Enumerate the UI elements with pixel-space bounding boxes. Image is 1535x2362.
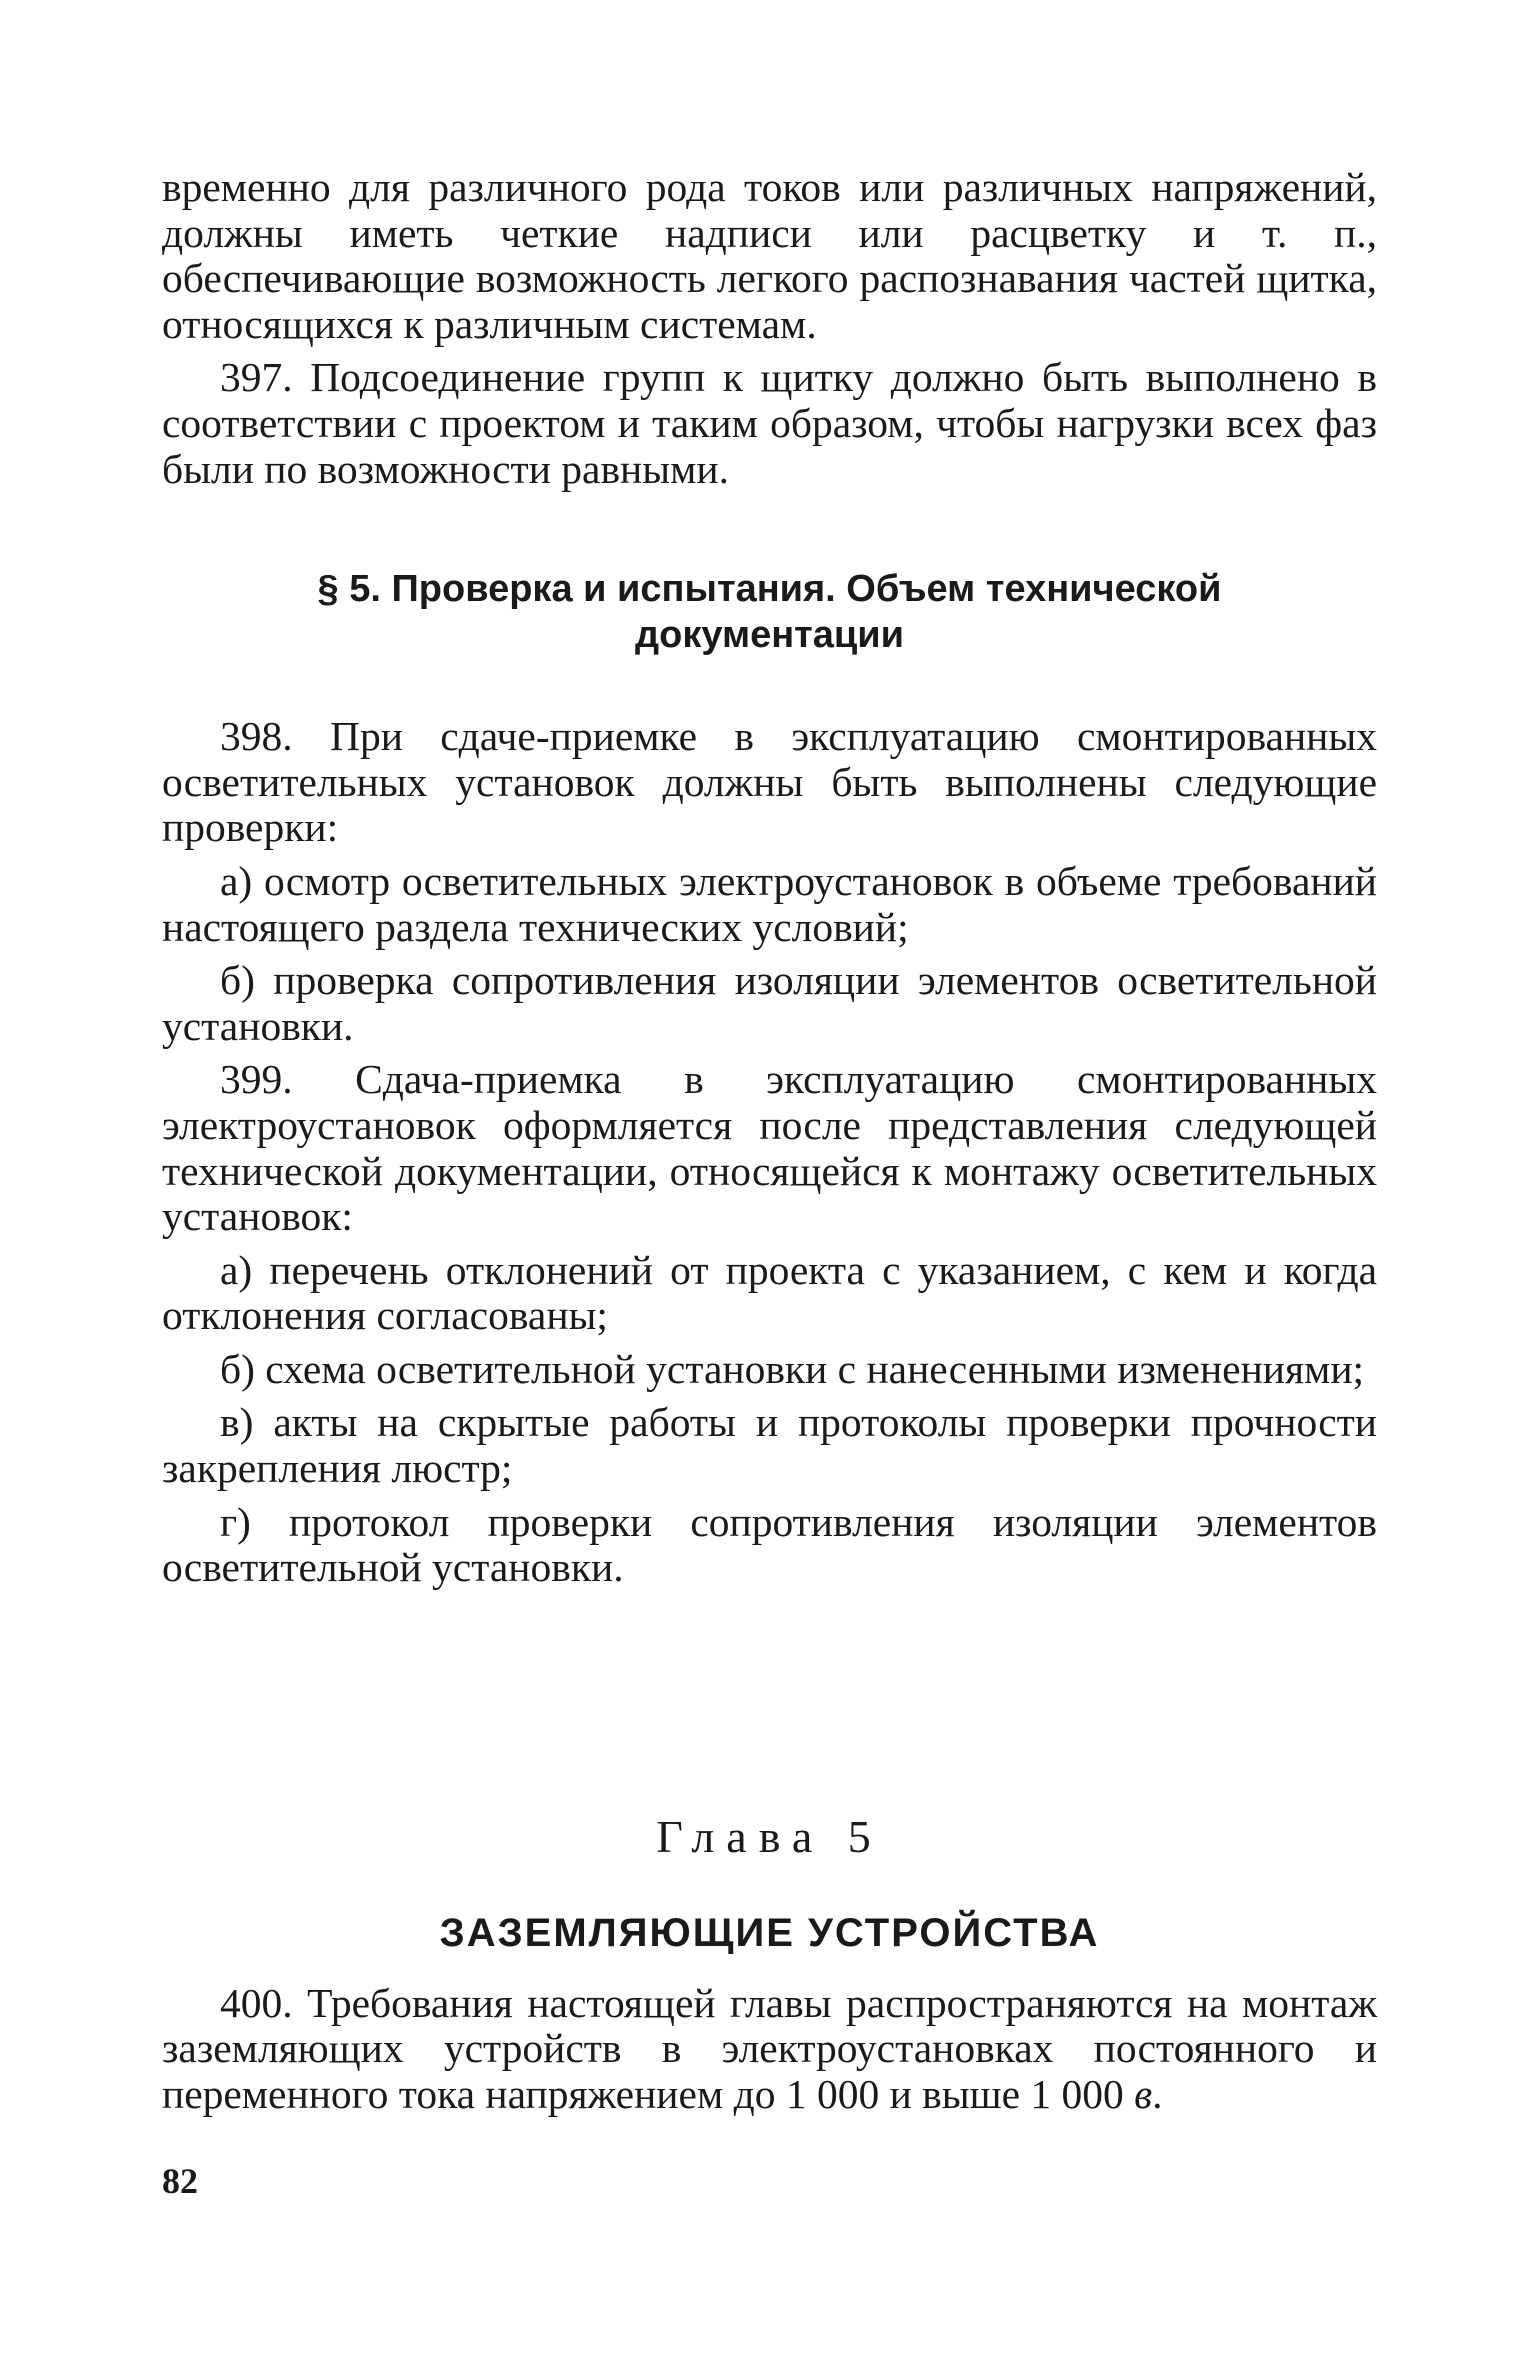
page-number: 82 xyxy=(162,2161,198,2201)
page-body xyxy=(162,165,1377,2118)
paragraph-397: 397. Подсоединение групп к щитку должно быть выполнено в соответствии с проектом и таким образом, чтобы нагрузки всех фаз были по возможности равными. xyxy=(162,354,1377,492)
paragraph-399-c: в) акты на скрытые работы и протоколы проверки прочности закрепления люстр; xyxy=(162,1399,1377,1492)
paragraph-400-end: . xyxy=(1152,2071,1163,2118)
paragraph-399: 399. Сдача-приемка в эксплуатацию смонтированных электроустановок оформляется после представления следующей технической документации, относящейся к монтажу осветительных установок: xyxy=(162,1056,1377,1240)
paragraph-399-b: б) схема осветительной установки с нанесенными изменениями; xyxy=(220,1345,1365,1392)
paragraph-400-text: 400. Требования настоящей главы распространяются на монтаж заземляющих устройств в электроустановках постоянного и переменного тока напряжением до 1 000 и выше 1 000 xyxy=(162,1979,1377,2118)
paragraph-continuation: временно для различного рода токов или различных напряжений, должны иметь четкие надписи или расцветку и т. п., обеспечивающие возможность легкого распознавания частей щитка, относящихся к различным системам. xyxy=(162,164,1377,347)
chapter-label: Глава 5 xyxy=(656,1810,883,1862)
section-heading xyxy=(162,566,1377,658)
chapter-title: ЗАЗЕМЛЯЮЩИЕ УСТРОЙСТВА xyxy=(439,1910,1100,1955)
voltage-unit: в xyxy=(1134,2071,1153,2118)
paragraph-400 xyxy=(162,1981,1377,2118)
paragraph-399-a: а) перечень отклонений от проекта с указанием, с кем и когда отклонения согласованы; xyxy=(162,1246,1377,1339)
paragraph-398-a: а) осмотр осветительных электроустановок в объеме требований настоящего раздела технических условий; xyxy=(162,857,1377,950)
section-heading-line-2: документации xyxy=(634,614,904,657)
paragraph-398-b: б) проверка сопротивления изоляции элементов осветительной установки. xyxy=(162,957,1377,1049)
paragraph-399-d: г) протокол проверки сопротивления изоляции элементов осветительной установки. xyxy=(162,1498,1377,1591)
paragraph-398: 398. При сдаче-приемке в эксплуатацию смонтированных осветительных установок должны быть выполнены следующие проверки: xyxy=(162,713,1377,851)
section-heading-line-1: § 5. Проверка и испытания. Объем технической xyxy=(317,568,1222,611)
